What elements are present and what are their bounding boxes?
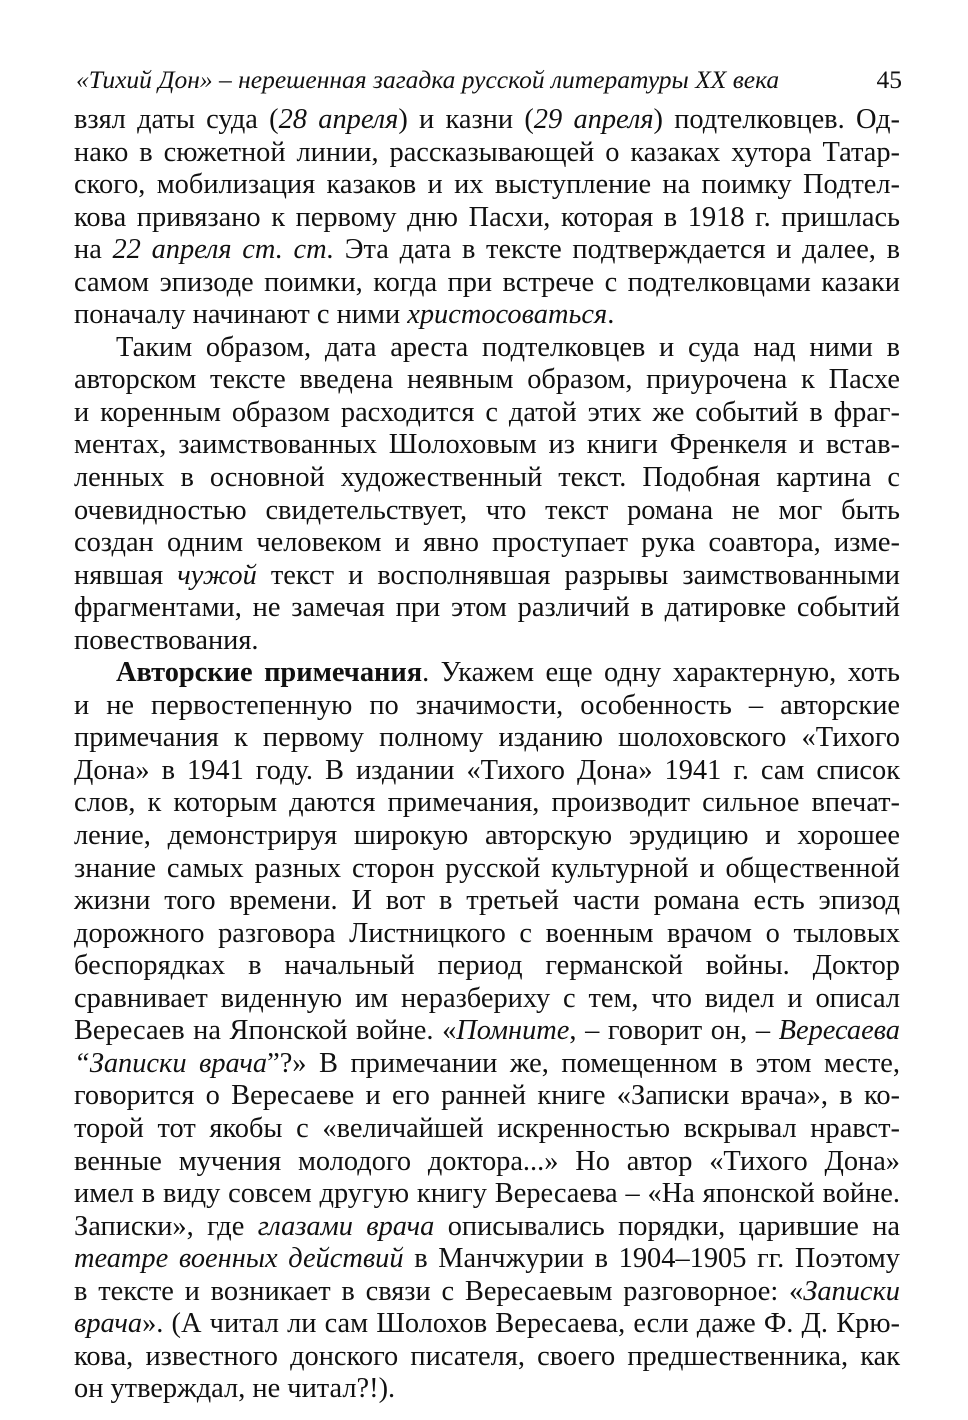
text-line: взял даты суда (28 апреля) и казни (29 апреля) подтелковцев. Од- (74, 104, 900, 135)
text-line: торой тот якобы с «величайшей искренностью вскрывал нравст- (74, 1112, 900, 1144)
text-line: говорится о Вересаеве и его ранней книге «Записки врача», в ко- (74, 1080, 900, 1112)
text-line: в тексте и возникает в связи с Вересаевым разговорное: «Записки (74, 1275, 900, 1307)
text-line: ментах, заимствованных Шолоховым из книги Френкеля и встав- (74, 429, 900, 461)
text-line: очевидностью свидетельствует, что текст романа не мог быть (74, 494, 900, 526)
text-line: самом эпизоде поимки, когда при встрече с подтелковцами казаки (74, 266, 900, 298)
section-heading: Авторские примечания (116, 657, 423, 689)
paragraph-2 (74, 332, 900, 657)
text-line: он утверждал, не читал?!). (74, 1373, 396, 1405)
text-line: беспорядках в начальный период германской войны. Доктор (74, 950, 900, 982)
body-text (74, 104, 900, 1406)
text-line: Авторские примечания. Укажем еще одну характерную, хоть (116, 657, 900, 689)
text-line: фрагментами, не замечая при этом различий в датировке событий (74, 592, 900, 624)
text-line: кова, известного донского писателя, своего предшественника, как (74, 1340, 900, 1372)
text-line: Дона» в 1941 году. В издании «Тихого Дона» 1941 г. сам список (74, 754, 900, 786)
text-line: и коренным образом расходится с датой этих же событий в фраг- (74, 396, 900, 428)
page-number: 45 (876, 65, 902, 94)
text-line: слов, к которым даются примечания, производит сильное впечат- (74, 787, 900, 819)
paragraph-1 (74, 104, 900, 332)
text-line: знание самых разных сторон русской культурной и общественной (74, 852, 900, 884)
text-line: ление, демонстрируя широкую авторскую эрудицию и хорошее (74, 820, 900, 852)
text-line: авторском тексте введена неявным образом, приурочена к Пасхе (74, 364, 900, 396)
text-line: Вересаев на Японской войне. «Помните, – говорит он, – Вересаева (74, 1015, 900, 1047)
text-line: жизни того времени. И вот в третьей части романа есть эпизод (74, 885, 900, 917)
text-line: создан одним человеком и явно проступает рука соавтора, изме- (74, 527, 900, 559)
paragraph-3 (74, 657, 900, 1406)
running-header (76, 63, 902, 97)
text-line: Таким образом, дата ареста подтелковцев и суда над ними в (116, 331, 900, 363)
text-line: кова привязано к первому дню Пасхи, которая в 1918 г. пришлась (74, 201, 900, 233)
text-line: нявшая чужой текст и восполнявшая разрывы заимствованными (74, 559, 900, 591)
text-line: “Записки врача”?» В примечании же, помещенном в этом месте, (74, 1047, 901, 1079)
text-line: ленных в основной художественный текст. Подобная картина с (74, 462, 900, 494)
text-line: поначалу начинают с ними христосоваться. (74, 299, 615, 331)
text-line: венные мучения молодого доктора...» Но автор «Тихого Дона» (74, 1145, 900, 1177)
text-line: на 22 апреля ст. ст. Эта дата в тексте подтверждается и далее, в (74, 234, 900, 266)
text-line: дорожного разговора Листницкого с военным врачом о тыловых (74, 917, 900, 949)
text-line: ского, мобилизация казаков и их выступление на поимку Подтел- (74, 169, 900, 201)
text-line: нако в сюжетной линии, рассказывающей о казаках хутора Татар- (74, 136, 900, 168)
text-line: имел в виду совсем другую книгу Вересаева – «На японской войне. (74, 1178, 900, 1210)
text-line: и не первостепенную по значимости, особенность – авторские (74, 689, 900, 721)
text-line: Записки», где глазами врача описывались порядки, царившие на (74, 1210, 900, 1242)
text-line: театре военных действий в Манчжурии в 1904–1905 гг. Поэтому (74, 1243, 900, 1275)
running-title: «Тихий Дон» – нерешенная загадка русской литературы XX века (76, 65, 780, 94)
text-line: сравнивает виденную им неразбериху с тем, что видел и описал (74, 982, 900, 1014)
text-line: повествования. (74, 624, 259, 656)
text-line: примечания к первому полному изданию шолоховского «Тихого (74, 722, 900, 754)
text-line: врача». (А читал ли сам Шолохов Вересаева, если даже Ф. Д. Крю- (74, 1308, 900, 1340)
